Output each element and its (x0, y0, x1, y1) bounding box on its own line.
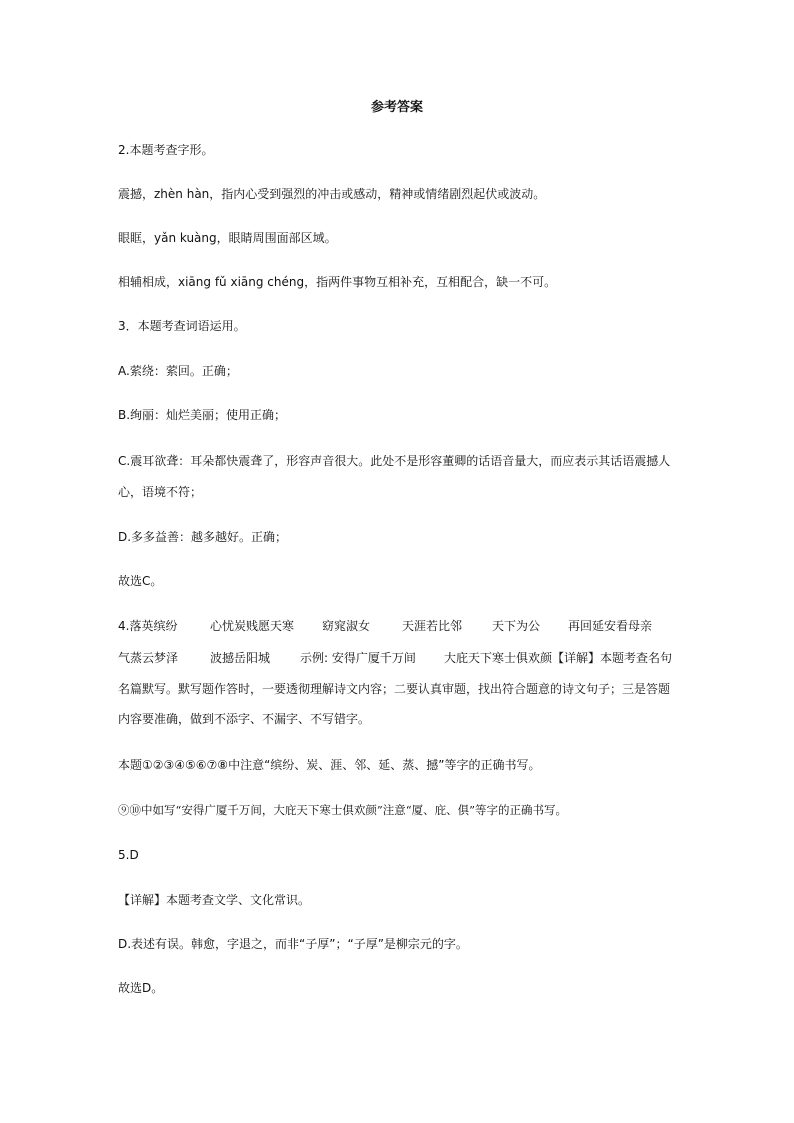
q3-conclusion: 故选C。 (118, 574, 163, 588)
page-title: 参考答案 (370, 100, 423, 115)
q4-answer: 气蒸云梦泽 (118, 651, 179, 665)
q4-answer: 再回延安看母亲 (568, 619, 653, 633)
q4-answer: 天下为公 (492, 619, 541, 633)
q3-heading: 3．本题考查词语运用。 (118, 319, 246, 333)
q4-answer: 示例: 安得广厦千万间 (300, 651, 416, 665)
q4-answer: 大庇天下寒士俱欢颜【详解】本题考查名句 (444, 651, 673, 665)
q2-heading: 2.本题考查字形。 (118, 143, 214, 157)
q3-option-a: A.萦绕：萦回。正确； (118, 364, 238, 378)
q4-detail-line-3: 内容要准确，做到不添字、不漏字、不写错字。 (118, 712, 371, 726)
q4-answer: 波撼岳阳城 (210, 651, 271, 665)
q2-line-1: 震撼，zhèn hàn，指内心受到强烈的冲击或感动，精神或情绪剧烈起伏或波动。 (118, 187, 546, 201)
q4-note-2: ⑨⑩中如写“安得广厦千万间，大庇天下寒士俱欢颜”注意“厦、庇、俱”等字的正确书写。 (118, 803, 568, 817)
q5-heading: 5.D (118, 848, 139, 862)
q2-line-3: 相辅相成，xiāng fǔ xiāng chéng，指两件事物互相补充，互相配合，缺一不可。 (118, 275, 557, 289)
q4-answer: 4.落英缤纷 (118, 619, 178, 633)
q4-note-1: 本题①②③④⑤⑥⑦⑧中注意“缤纷、炭、涯、邻、延、蒸、撼”等字的正确书写。 (118, 758, 541, 772)
q5-conclusion: 故选D。 (118, 981, 164, 995)
q3-option-d: D.多多益善：越多越好。正确； (118, 530, 288, 544)
q2-line-2: 眼眶，yǎn kuàng，眼睛周围面部区域。 (118, 231, 337, 245)
q5-option-d: D.表述有误。韩愈，字退之，而非“子厚”；“子厚”是柳宗元的字。 (118, 937, 468, 951)
q3-option-b: B.绚丽：灿烂美丽；使用正确； (118, 408, 287, 422)
q4-detail-line-2: 名篇默写。默写题作答时，一要透彻理解诗文内容；二要认真审题，找出符合题意的诗文句子；三是答题 (118, 682, 671, 696)
q5-detail: 【详解】本题考查文学、文化常识。 (118, 893, 311, 907)
q4-answer: 心忧炭贱愿天寒 (210, 619, 295, 633)
q3-option-c-line-2: 心，语境不符； (118, 485, 203, 499)
q4-answer: 天涯若比邻 (402, 619, 463, 633)
q3-option-c-line-1: C.震耳欲聋：耳朵都快震聋了，形容声音很大。此处不是形容董卿的话语音量大，而应表示其话语震撼人 (118, 454, 671, 468)
q4-answer: 窈窕淑女 (322, 619, 371, 633)
